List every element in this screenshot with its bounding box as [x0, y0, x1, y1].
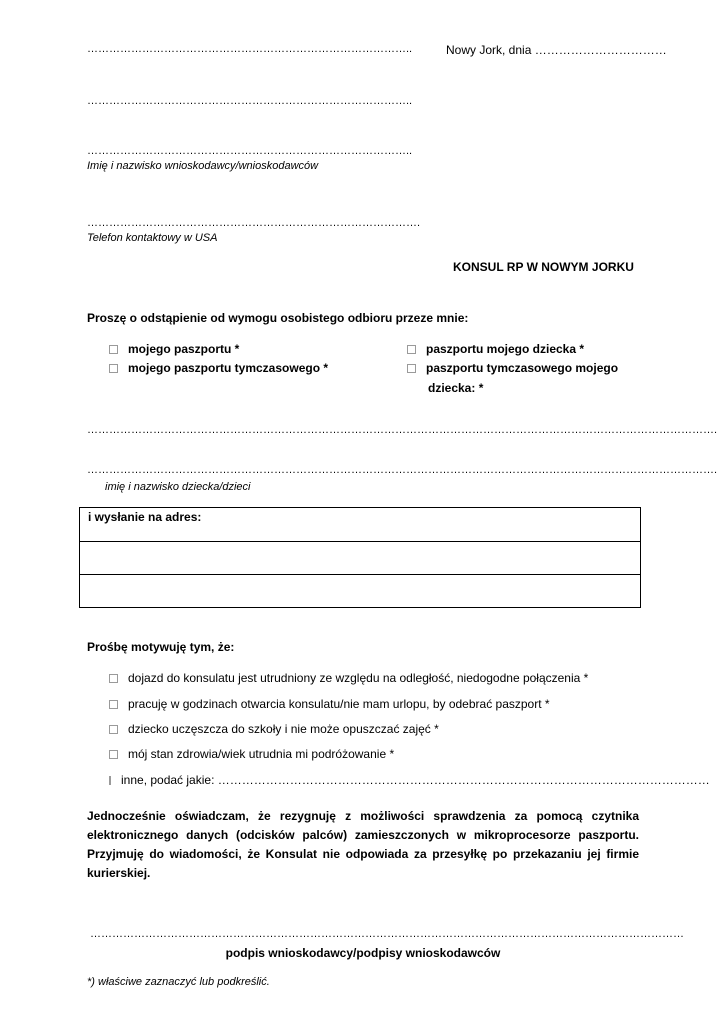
option-my-passport[interactable]	[109, 342, 239, 356]
address-row-2[interactable]	[80, 542, 640, 575]
signature-line[interactable]: ………………………………………………………………………………………………………………………………………………	[90, 928, 684, 940]
checkbox-icon[interactable]	[407, 364, 416, 373]
reason-work-hours[interactable]	[109, 697, 550, 711]
option-child-temp-passport[interactable]	[407, 361, 618, 375]
reason-label: mój stan zdrowia/wiek utrudnia mi podróżowanie *	[128, 747, 395, 761]
option-label: mojego paszportu *	[128, 342, 240, 356]
option-label: paszportu mojego dziecka *	[426, 342, 585, 356]
signature-caption: podpis wnioskodawcy/podpisy wnioskodawców	[225, 946, 501, 960]
option-child-passport[interactable]	[407, 342, 584, 356]
request-intro: Proszę o odstąpienie od wymogu osobistego odbioru przeze mnie:	[87, 311, 469, 325]
reason-label: inne, podać jakie: ……………………………………………………………………………………………………………	[121, 773, 710, 787]
reasons-intro: Prośbę motywuję tym, że:	[87, 640, 235, 654]
checkbox-icon[interactable]	[109, 750, 118, 759]
child-name-line-1[interactable]: ……………………………………………………………………………………………………………………………………………………….	[87, 424, 718, 436]
reason-other[interactable]	[109, 773, 710, 787]
checkbox-icon[interactable]	[109, 725, 118, 734]
applicant-line-3[interactable]: ……………………………………………………………………………..	[87, 145, 413, 157]
applicant-line-1[interactable]: ……………………………………………………………………………..	[87, 43, 413, 55]
child-name-caption: imię i nazwisko dziecka/dzieci	[105, 481, 251, 493]
checkbox-icon[interactable]	[109, 674, 118, 683]
checkbox-icon[interactable]	[407, 345, 416, 354]
address-table	[79, 507, 641, 608]
name-caption: Imię i nazwisko wnioskodawcy/wnioskodawców	[87, 160, 319, 172]
checkbox-icon[interactable]	[109, 364, 118, 373]
footnote: *) właściwe zaznaczyć lub podkreślić.	[87, 976, 270, 988]
reason-school[interactable]	[109, 722, 439, 736]
checkbox-icon[interactable]	[109, 700, 118, 709]
address-row-1[interactable]	[80, 508, 640, 542]
address-label: i wysłanie na adres:	[88, 510, 202, 524]
option-label-continued: dziecka: *	[428, 381, 484, 395]
option-my-temp-passport[interactable]	[109, 361, 328, 375]
addressee-heading: KONSUL RP W NOWYM JORKU	[453, 260, 634, 274]
applicant-line-2[interactable]: ……………………………………………………………………………..	[87, 95, 413, 107]
phone-line[interactable]: ……………………………………………………………………………….	[87, 217, 421, 229]
option-label: mojego paszportu tymczasowego *	[128, 361, 329, 375]
declaration-text: Jednocześnie oświadczam, że rezygnuję z możliwości sprawdzenia za pomocą czytnika elektronicznego danych (odcisków palców) zamieszczonych w mikroprocesorze paszportu. Przyjmuję do wiadomości, że Konsulat nie odpowiada za przesyłkę po przekazaniu jej firmie kurierskiej.	[87, 809, 639, 880]
reason-distance[interactable]	[109, 671, 588, 685]
option-label: paszportu tymczasowego mojego	[426, 361, 619, 375]
checkbox-icon[interactable]	[109, 345, 118, 354]
child-name-line-2[interactable]: ……………………………………………………………………………………………………………………………………………………….	[87, 464, 718, 476]
date-field[interactable]: Nowy Jork, dnia ……………………………	[446, 43, 667, 57]
phone-caption: Telefon kontaktowy w USA	[87, 232, 218, 244]
reason-label: dziecko uczęszcza do szkoły i nie może opuszczać zajęć *	[128, 722, 439, 736]
reason-health[interactable]	[109, 747, 394, 761]
checkbox-icon[interactable]	[109, 776, 111, 785]
address-row-3[interactable]	[80, 575, 640, 608]
reason-label: dojazd do konsulatu jest utrudniony ze względu na odległość, niedogodne połączenia *	[128, 671, 589, 685]
reason-label: pracuję w godzinach otwarcia konsulatu/nie mam urlopu, by odebrać paszport *	[128, 697, 550, 711]
